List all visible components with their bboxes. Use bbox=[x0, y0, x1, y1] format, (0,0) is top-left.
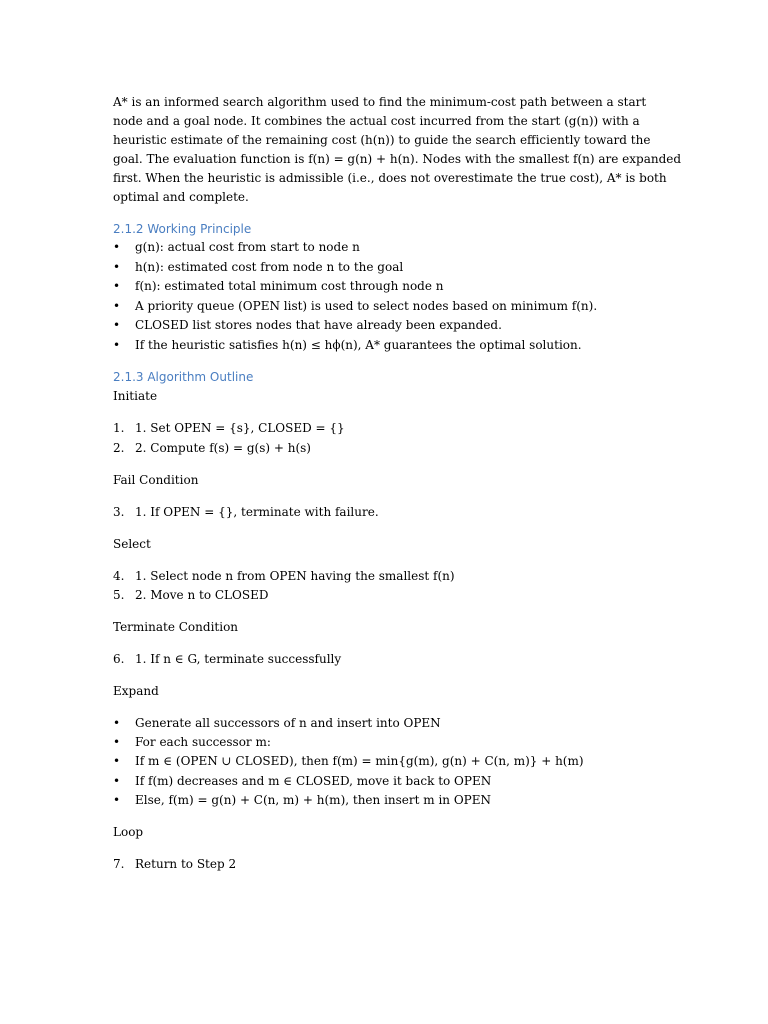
bullet-icon: • bbox=[113, 754, 121, 768]
bullet-icon: • bbox=[113, 318, 121, 332]
subsection-label-initiate: Initiate bbox=[113, 389, 158, 403]
bullet-icon: • bbox=[113, 716, 121, 730]
subsection-label-terminate-condition: Terminate Condition bbox=[113, 620, 239, 634]
bullet-icon: • bbox=[113, 260, 121, 274]
bullet-icon: • bbox=[113, 774, 121, 788]
subsection-label-select: Select bbox=[113, 537, 151, 551]
bullet-icon: • bbox=[113, 279, 121, 293]
bullet-icon: • bbox=[113, 735, 121, 749]
bullet-icon: • bbox=[113, 338, 121, 352]
intro-line: node and a goal node. It combines the actual cost incurred from the start (g(n)) with a bbox=[113, 114, 640, 128]
section-heading-working-principle: 2.1.2 Working Principle bbox=[113, 222, 252, 236]
bullet-icon: • bbox=[113, 299, 121, 313]
intro-line: A* is an informed search algorithm used to find the minimum-cost path between a start bbox=[113, 95, 647, 109]
subsection-label-fail-condition: Fail Condition bbox=[113, 473, 199, 487]
section-heading-algorithm-outline: 2.1.3 Algorithm Outline bbox=[113, 370, 254, 384]
subsection-label-expand: Expand bbox=[113, 684, 159, 698]
bullet-icon: • bbox=[113, 793, 121, 807]
intro-line: goal. The evaluation function is f(n) = g(n) + h(n). Nodes with the smallest f(n) are expanded bbox=[113, 152, 682, 166]
bullet-icon: • bbox=[113, 240, 121, 254]
document-page: A* is an informed search algorithm used to find the minimum-cost path between a start node and a goal node. It combines the actual cost incurred from the start (g(n)) with a heuristic estimate of the remaining cost (h(n)) to guide the search efficiently toward the goal. The evaluation function is f(n) = g(n) + h(n). Nodes with the smallest f(n) are expanded first. When the heuristic is admissible (i.e., does not overestimate the true cost), A* is both optimal and complete. 2.1.2 Working Principle • g(n): actual cost from start to node n • h(n): estimated cost from node n to the goal • f(n): estimated total minimum cost through node n • A priority queue (OPEN list) is used to select nodes based on minimum f(n). • CLOSED list stores nodes that have already been expanded. • If the heuristic satisfies h(n) ≤ hϕ(n), A* guarantees the optimal solution. 2.1.3 Algorithm Outline Initiate 1. 1. Set OPEN = {s}, CLOSED = {} 2. 2. Compute f(s) = g(s) + h(s) Fail Condition 3. 1. If OPEN = {}, terminate with failure. Select 4. 1. Select node n from OPEN having the smallest f(n) 5. 2. Move n to CLOSED Terminate Condition 6. 1. If n ∈ G, terminate successfully Expand • Generate all successors of n and insert into OPEN • For each successor m: • If m ∈ (OPEN ∪ CLOSED), then f(m) = min{g(m), g(n) + C(n, m)} + h(m) • If f(m) decreases and m ∈ CLOSED, move it back to OPEN • Else, f(m) = g(n) + C(n, m) + h(m), then insert m in OPEN Loop 7. Return to Step 2 bbox=[113, 95, 682, 871]
subsection-label-loop: Loop bbox=[113, 825, 144, 839]
intro-line: optimal and complete. bbox=[113, 190, 249, 204]
intro-line: heuristic estimate of the remaining cost (h(n)) to guide the search efficiently toward the bbox=[113, 133, 651, 147]
intro-line: first. When the heuristic is admissible (i.e., does not overestimate the true cost), A* is both bbox=[113, 171, 667, 185]
